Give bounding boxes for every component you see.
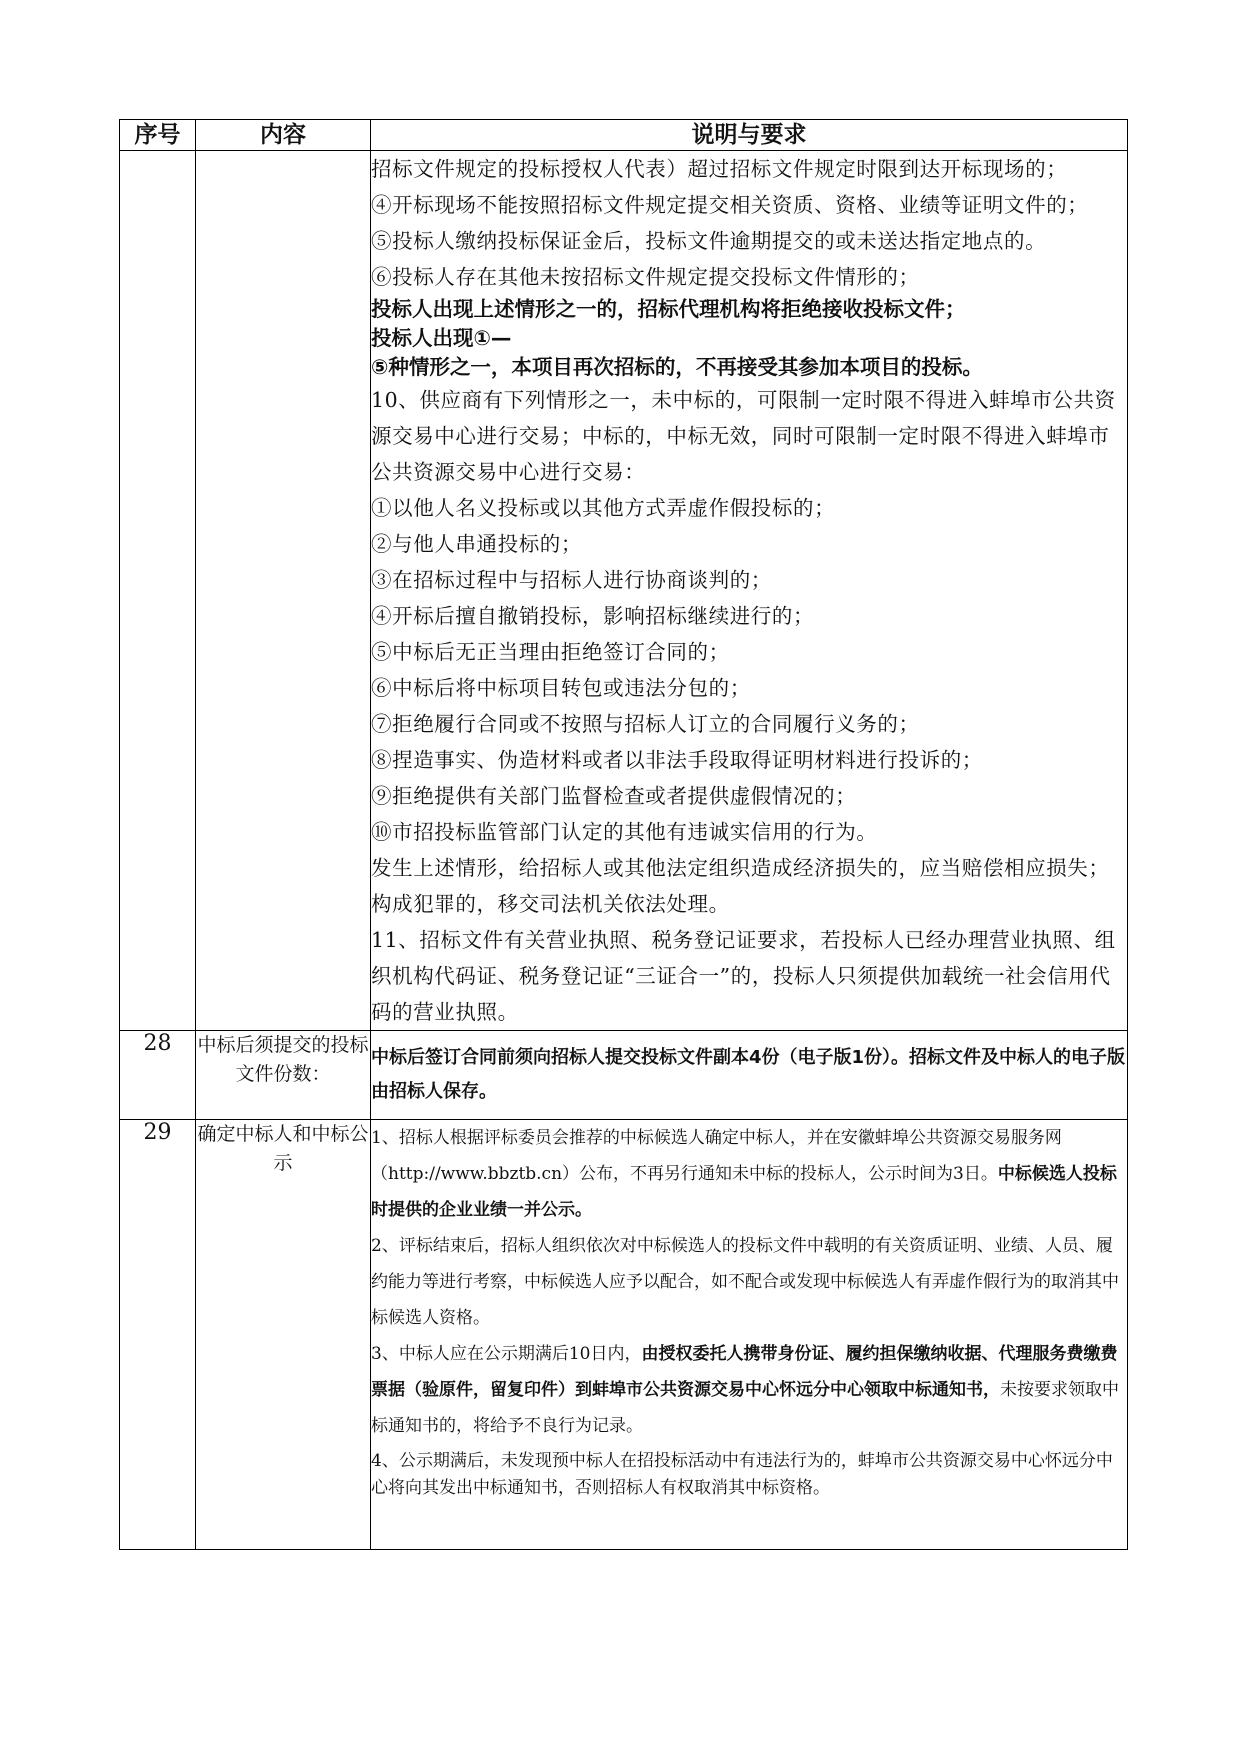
item10-line: 发生上述情形，给招标人或其他法定组织造成经济损失的，应当赔偿相应损失；构成犯罪的，移交司法机关依法处理。	[371, 856, 1110, 916]
row27-line: ⑥投标人存在其他未按招标文件规定提交投标文件情形的；	[371, 265, 920, 289]
item10-line: ⑤中标后无正当理由拒绝签订合同的；	[371, 640, 730, 664]
row29-para-3-text-a: 3、中标人应在公示期满后10日内，	[371, 1344, 642, 1364]
row29-para-1	[371, 1120, 1127, 1228]
item10-line: ①以他人名义投标或以其他方式弄虚作假投标的；	[371, 496, 836, 520]
row29-num: 29	[120, 1120, 196, 1550]
row27-bold-line: ⑤种情形之一，本项目再次招标的，不再接受其参加本项目的投标。	[371, 355, 983, 379]
row27-line: ④开标现场不能按照招标文件规定提交相关资质、资格、业绩等证明文件的；	[371, 193, 1089, 217]
row29-para-3	[371, 1336, 1127, 1444]
row29-para-3-text-b: 未按要求领取中标通知书的，将给予不良行为记录。	[371, 1380, 1119, 1436]
item10-line: 10、供应商有下列情形之一，未中标的，可限制一定时限不得进入蚌埠市公共资源交易中心进行交易；中标的，中标无效，同时可限制一定时限不得进入蚌埠市公共资源交易中心进行交易：	[371, 388, 1116, 484]
table-row-29	[120, 1120, 1128, 1550]
requirements-table	[119, 119, 1128, 1550]
row28-label: 中标后须提交的投标文件份数：	[196, 1031, 371, 1120]
table-row-28	[120, 1031, 1128, 1120]
item10-line: ⑧捏造事实、伪造材料或者以非法手段取得证明材料进行投诉的；	[371, 748, 983, 772]
row28-text: 中标后签订合同前须向招标人提交投标文件副本4份（电子版1份）。招标文件及中标人的电子版由招标人保存。	[371, 1047, 1126, 1102]
row27-bold-line: 投标人出现上述情形之一的，招标代理机构将拒绝接收投标文件；	[371, 297, 966, 321]
header-serial: 序号	[120, 120, 196, 151]
row28-body	[371, 1031, 1128, 1120]
item10-line: ③在招标过程中与招标人进行协商谈判的；	[371, 568, 772, 592]
table-row-27-continued	[120, 151, 1128, 1031]
item10-line: ④开标后擅自撤销投标，影响招标继续进行的；	[371, 604, 815, 628]
row27-line: 招标文件规定的投标授权人代表）超过招标文件规定时限到达开标现场的；	[371, 157, 1068, 181]
row29-para-1-text: 1、招标人根据评标委员会推荐的中标候选人确定中标人，并在安徽蚌埠公共资源交易服务网（http://www.bbztb.cn）公布，不再另行通知未中标的投标人，公示时间为3日。	[371, 1128, 1062, 1184]
row27-line: ⑤投标人缴纳投标保证金后，投标文件逾期提交的或未送达指定地点的。	[371, 229, 1047, 253]
row29-para-3-bold: 由授权委托人携带身份证、履约担保缴纳收据、代理服务费缴费票据（验原件，留复印件）到蚌埠市公共资源交易中心怀远分中心领取中标通知书，	[371, 1344, 1118, 1400]
row27-bold-line: 投标人出现①—	[371, 326, 512, 350]
row29-body	[371, 1120, 1128, 1550]
header-content: 内容	[196, 120, 371, 151]
row29-para-1-bold: 中标候选人投标时提供的企业业绩一并公示。	[371, 1164, 1117, 1220]
row28-num: 28	[120, 1031, 196, 1120]
item10-line: ⑨拒绝提供有关部门监督检查或者提供虚假情况的；	[371, 784, 857, 808]
item11-line: 11、招标文件有关营业执照、税务登记证要求，若投标人已经办理营业执照、组织机构代码证、税务登记证“三证合一”的，投标人只须提供加载统一社会信用代码的营业执照。	[371, 928, 1116, 1024]
row29-para-4: 4、公示期满后，未发现预中标人在招投标活动中有违法行为的，蚌埠市公共资源交易中心怀远分中心将向其发出中标通知书，否则招标人有权取消其中标资格。	[371, 1451, 1113, 1498]
row29-para-2: 2、评标结束后，招标人组织依次对中标候选人的投标文件中载明的有关资质证明、业绩、人员、履约能力等进行考察，中标候选人应予以配合，如不配合或发现中标候选人有弄虚作假行为的取消其中标候选人资格。	[371, 1236, 1119, 1328]
row27-body	[371, 151, 1128, 1031]
item10-line: ⑦拒绝履行合同或不按照与招标人订立的合同履行义务的；	[371, 712, 920, 736]
row27-label	[196, 151, 371, 1031]
item10-line: ⑥中标后将中标项目转包或违法分包的；	[371, 676, 751, 700]
table-header-row	[120, 120, 1128, 151]
row27-num	[120, 151, 196, 1031]
header-description: 说明与要求	[371, 120, 1128, 151]
item10-line: ⑩市招投标监管部门认定的其他有违诚实信用的行为。	[371, 820, 878, 844]
row29-label: 确定中标人和中标公示	[196, 1120, 371, 1550]
item10-line: ②与他人串通投标的；	[371, 532, 582, 556]
